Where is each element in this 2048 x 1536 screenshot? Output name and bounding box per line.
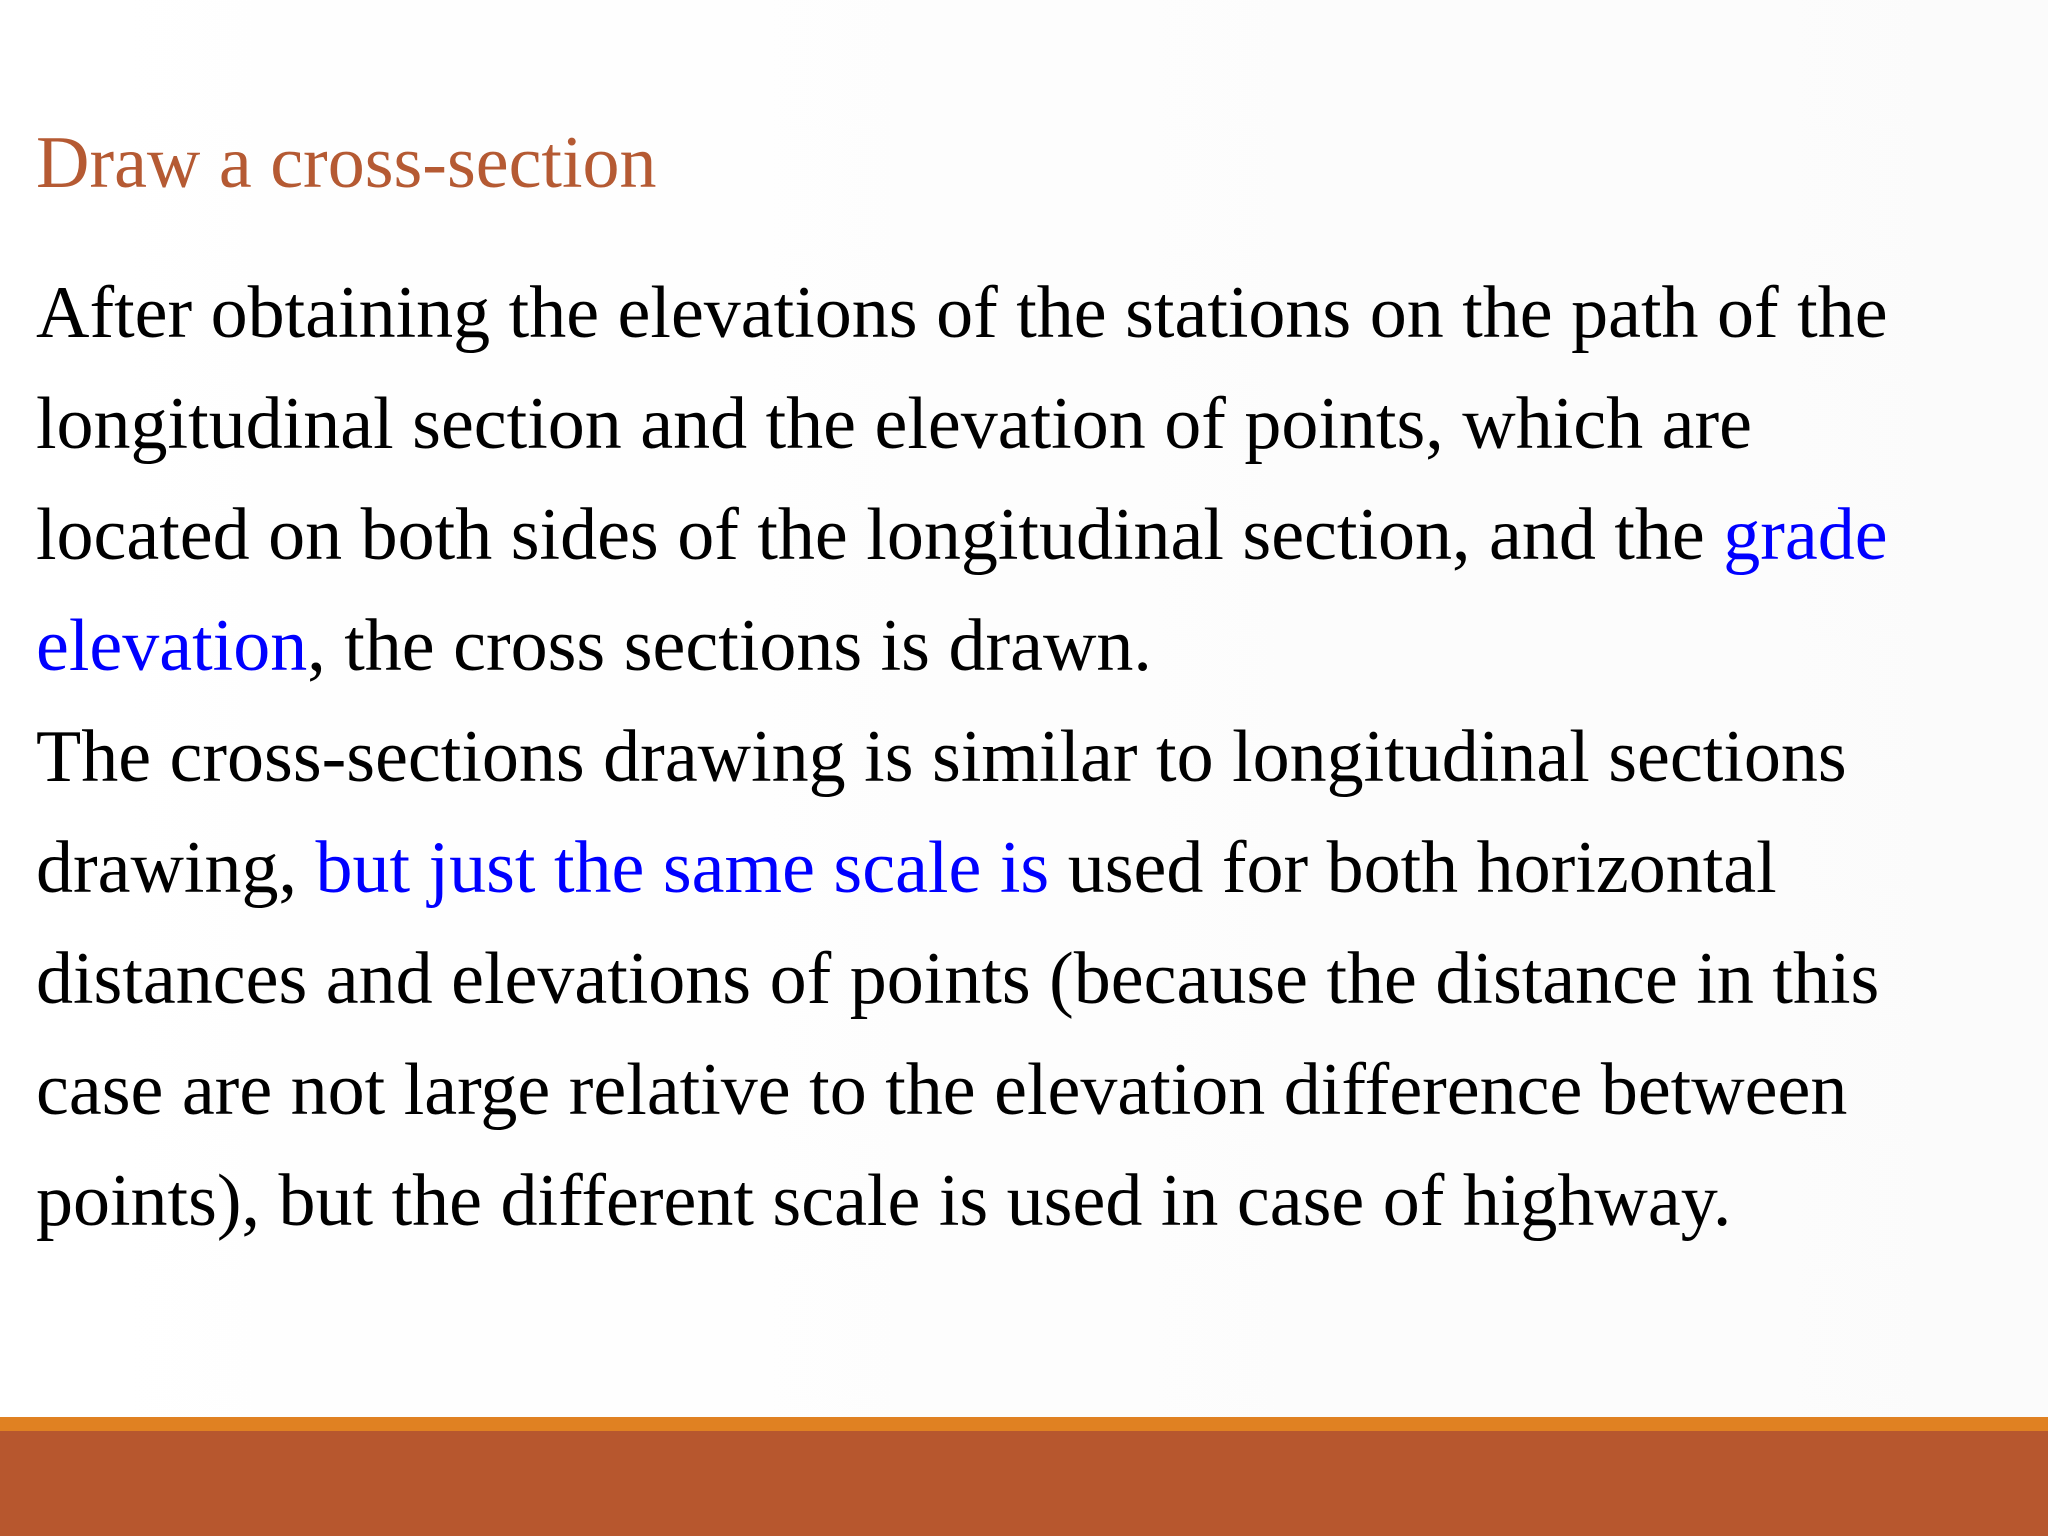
footer-accent-stripe: [0, 1417, 2048, 1431]
footer-band: [0, 1417, 2048, 1536]
body-line: [36, 369, 2036, 480]
body-text: distances and elevations of points (because the distance in this: [36, 938, 1880, 1020]
body-text: The cross-sections drawing is similar to longitudinal sections: [36, 716, 1847, 798]
footer-bar: [0, 1431, 2048, 1536]
body-line: [36, 258, 2036, 369]
body-text: points), but the different scale is used in case of highway.: [36, 1160, 1732, 1242]
body-line: [36, 702, 2036, 813]
body-text: case are not large relative to the elevation difference between: [36, 1049, 1848, 1131]
body-line: [36, 1035, 2036, 1146]
body-text: used for both horizontal: [1049, 827, 1777, 909]
body-text: drawing,: [36, 827, 316, 909]
body-line: [36, 813, 2036, 924]
body-text: After obtaining the elevations of the stations on the path of the: [36, 272, 1888, 354]
slide-body: [36, 258, 2036, 1257]
body-line: [36, 924, 2036, 1035]
body-text: , the cross sections is drawn.: [307, 605, 1152, 687]
body-line: [36, 1146, 2036, 1257]
body-line: [36, 591, 2036, 702]
slide-title: Draw a cross-section: [36, 122, 657, 204]
body-text: located on both sides of the longitudinal section, and the: [36, 494, 1724, 576]
highlighted-text: but just the same scale is: [315, 827, 1050, 909]
body-line: [36, 480, 2036, 591]
highlighted-text: grade: [1723, 494, 1888, 576]
highlighted-text: elevation: [36, 605, 308, 687]
body-text: longitudinal section and the elevation of points, which are: [36, 383, 1752, 465]
